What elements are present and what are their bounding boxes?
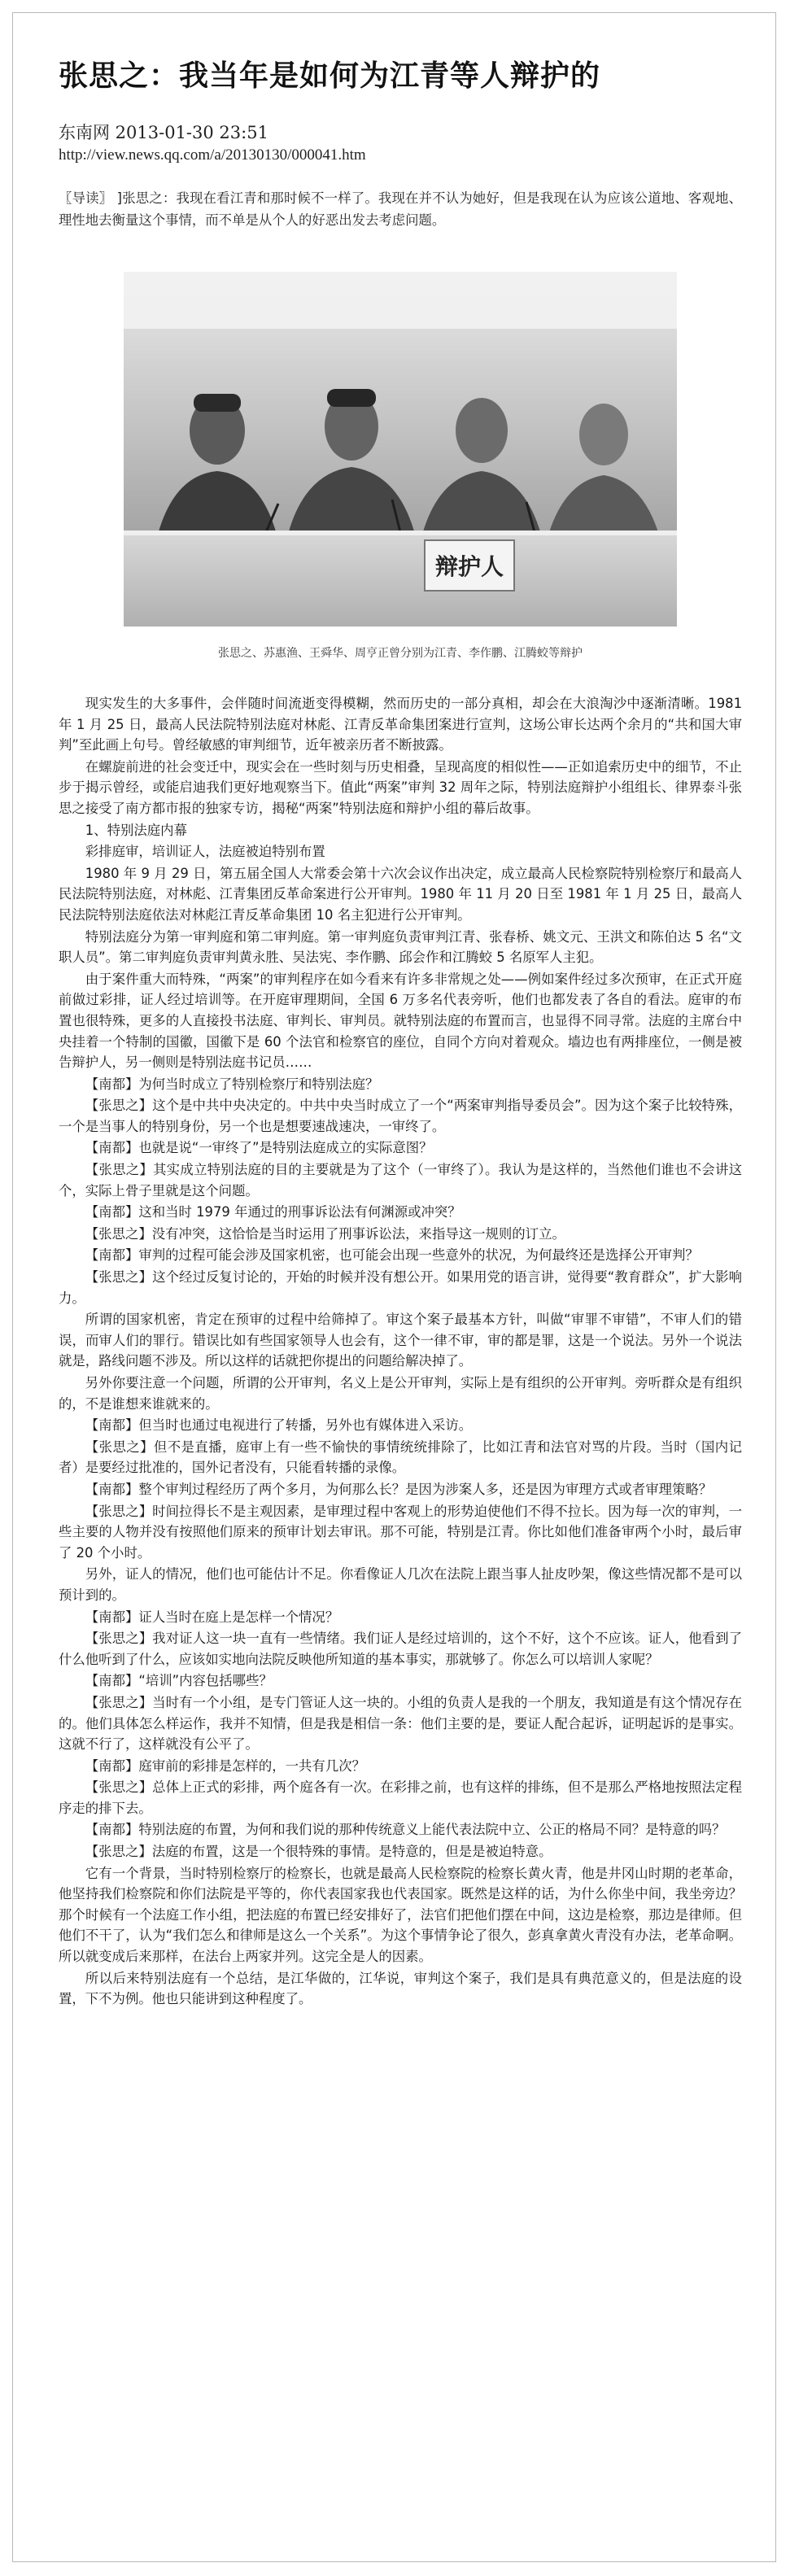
body-paragraph: 在螺旋前进的社会变迁中，现实会在一些时刻与历史相叠，呈现高度的相似性——正如追索历史中的细节，不止步于揭示曾经，或能启迪我们更好地观察当下。值此“两案”审判 32 周年之际，特别法庭辩护小组组长、律界泰斗张思之接受了南方都市报的独家专访，揭秘“两案”特别法庭和辩护小组的幕后故事。 — [59, 758, 742, 816]
body-paragraph: 【南都】也就是说“一审终了”是特别法庭成立的实际意图？ — [85, 1140, 433, 1156]
body-paragraph: 【南都】审判的过程可能会涉及国家机密，也可能会出现一些意外的状况，为何最终还是选择公开审判？ — [85, 1247, 699, 1264]
article-body — [59, 693, 742, 2010]
body-paragraph: 【张思之】没有冲突，这恰恰是当时运用了刑事诉讼法，来指导这一规则的订立。 — [85, 1225, 565, 1242]
photo-sign: 辩护人 — [434, 553, 504, 580]
body-paragraph: 由于案件重大而特殊，“两案”的审判程序在如今看来有许多非常规之处——例如案件经过多次预审，在正式开庭前做过彩排，证人经过培训等。在开庭审理期间，全国 6 万多名代表旁听，他们也都发表了各自的看法。庭审的布置也很特殊，更多的人直接投书法庭、审判长、审判员。就特别法庭的布置而言，也显得不同寻常。法庭的主席台中央挂着一个特制的国徽，国徽下是 60 个法官和检察官的座位，自同个方向对着观众。墙边也有两排座位，一侧是被告辩护人，另一侧则是特别法庭书记员…… — [59, 971, 742, 1071]
body-paragraph: 【南都】为何当时成立了特别检察厅和特别法庭？ — [85, 1076, 379, 1092]
body-paragraph: 特别法庭分为第一审判庭和第二审判庭。第一审判庭负责审判江青、张春桥、姚文元、王洪文和陈伯达 5 名“文职人员”。第二审判庭负责审判黄永胜、吴法宪、李作鹏、邱会作和江腾蛟 5 名原军人主犯。 — [59, 928, 742, 966]
body-paragraph: 【南都】整个审判过程经历了两个多月，为何那么长？是因为涉案人多，还是因为审理方式或者审理策略？ — [85, 1481, 713, 1497]
body-paragraph: 【南都】证人当时在庭上是怎样一个情况？ — [85, 1609, 339, 1625]
source-url[interactable]: http://view.news.qq.com/a/20130130/000041.htm — [59, 146, 366, 164]
body-paragraph: 【南都】“培训”内容包括哪些？ — [85, 1673, 273, 1689]
article-title: 张思之：我当年是如何为江青等人辩护的 — [59, 59, 601, 93]
body-paragraph: 彩排庭审，培训证人，法庭被迫特别布置 — [85, 844, 325, 860]
body-paragraph: 1980 年 9 月 29 日，第五届全国人大常委会第十六次会议作出决定，成立最高人民检察院特别检察厅和最高人民法院特别法庭，对林彪、江青集团反革命案进行公开审判。1980 年 11 月 20 日至 1981 年 1 月 25 日，最高人民法院特别法庭依法对林彪江青反革命集团 10 名主犯进行公开审判。 — [59, 865, 742, 923]
body-paragraph: 所以后来特别法庭有一个总结，是江华做的，江华说，审判这个案子，我们是具有典范意义的，但是法庭的设置，下不为例。他也只能讲到这种程度了。 — [59, 1970, 742, 2007]
article-content — [59, 57, 742, 2010]
body-paragraph: 【南都】这和当时 1979 年通过的刑事诉讼法有何渊源或冲突？ — [85, 1204, 461, 1220]
defense-table-photo — [124, 272, 677, 627]
article-intro: 〖导读〗 ]张思之：我现在看江青和那时候不一样了。我现在并不认为她好，但是我现在认为应该公道地、客观地、理性地去衡量这个事情，而不单是从个人的好恶出发去考虑问题。 — [59, 190, 742, 228]
body-paragraph: 它有一个背景，当时特别检察厅的检察长，也就是最高人民检察院的检察长黄火青，他是井冈山时期的老革命，他坚持我们检察院和你们法院是平等的，你代表国家我也代表国家。既然是这样的话，为什么你坐中间，我坐旁边？那个时候有一个法庭工作小组，把法庭的布置已经安排好了，法官们把他们摆在中间，这边是检察，那边是律师。但他们不干了，认为“我们怎么和律师是这么一个关系”。为这个事情争论了很久，彭真拿黄火青没有办法，老革命啊。所以就变成后来那样，在法台上两家并列。这完全是人的因素。 — [59, 1865, 742, 1965]
body-paragraph: 另外，证人的情况，他们也可能估计不足。你看像证人几次在法院上跟当事人扯皮吵架，像这些情况都不是可以预计到的。 — [59, 1566, 742, 1603]
photo-caption: 张思之、苏惠渔、王舜华、周亨正曾分别为江青、李作鹏、江腾蛟等辩护 — [218, 647, 583, 660]
body-paragraph: 【张思之】这个是中共中央决定的。中共中央当时成立了一个“两案审判指导委员会”。因为这个案子比较特殊，一个是当事人的特别身份，另一个也是想要速战速决，一审终了。 — [59, 1098, 742, 1134]
body-paragraph: 【张思之】时间拉得长不是主观因素，是审理过程中客观上的形势迫使他们不得不拉长。因为每一次的审判，一些主要的人物并没有按照他们原来的预审计划去审讯。那不可能，特别是江青。你比如他们准备审两个小时，最后审了 20 个小时。 — [59, 1503, 742, 1561]
body-paragraph: 【张思之】这个经过反复讨论的，开始的时候并没有想公开。如果用党的语言讲，觉得要“教育群众”，扩大影响力。 — [59, 1269, 742, 1306]
body-paragraph: 【张思之】但不是直播，庭审上有一些不愉快的事情统统排除了，比如江青和法官对骂的片段。当时（国内记者）是要经过批准的，国外记者没有，只能看转播的录像。 — [59, 1439, 742, 1476]
body-paragraph: 【南都】特别法庭的布置，为何和我们说的那种传统意义上能代表法院中立、公正的格局不同？是特意的吗？ — [85, 1822, 726, 1838]
body-paragraph: 【张思之】总体上正式的彩排，两个庭各有一次。在彩排之前，也有这样的排练，但不是那么严格地按照法定程序走的排下去。 — [59, 1779, 742, 1816]
body-paragraph: 【张思之】当时有一个小组，是专门管证人这一块的。小组的负责人是我的一个朋友，我知道是有这个情况存在的。他们具体怎么样运作，我并不知情，但是我是相信一条：他们主要的是，要证人配合起诉，证明起诉的是事实。这就不行了，这样就没有公平了。 — [59, 1694, 742, 1753]
body-paragraph: 【南都】庭审前的彩排是怎样的，一共有几次？ — [85, 1757, 365, 1774]
body-paragraph: 【南都】但当时也通过电视进行了转播，另外也有媒体进入采访。 — [85, 1417, 473, 1434]
body-paragraph: 现实发生的大多事件，会伴随时间流逝变得模糊，然而历史的一部分真相，却会在大浪淘沙中逐渐清晰。1981 年 1 月 25 日，最高人民法院特别法庭对林彪、江青反革命集团案进行宣判，这场公审长达两个余月的“共和国大审判”至此画上句号。曾经敏感的审判细节，近年被亲历者不断披露。 — [59, 696, 742, 753]
article-page — [12, 12, 776, 2562]
body-paragraph: 另外你要注意一个问题，所谓的公开审判，名义上是公开审判，实际上是有组织的公开审判。旁听群众是有组织的，不是谁想来谁就来的。 — [59, 1375, 742, 1412]
body-paragraph: 【张思之】法庭的布置，这是一个很特殊的事情。是特意的，但是是被迫特意。 — [85, 1844, 552, 1860]
body-paragraph: 【张思之】我对证人这一块一直有一些情绪。我们证人是经过培训的，这个不好，这个不应该。证人，他看到了什么他听到了什么，应该如实地向法院反映他所知道的基本事实，那就够了。你怎么可以培训人家呢？ — [59, 1631, 742, 1667]
source-date: 东南网 2013-01-30 23:51 — [59, 123, 268, 142]
body-paragraph: 【张思之】其实成立特别法庭的目的主要就是为了这个（一审终了）。我认为是这样的，当然他们谁也不会讲这个，实际上骨子里就是这个问题。 — [59, 1162, 742, 1198]
body-paragraph: 所谓的国家机密，肯定在预审的过程中给筛掉了。审这个案子最基本方针，叫做“审罪不审错”，不审人们的错误，而审人们的罪行。错误比如有些国家领导人也会有，这个一律不审，审的都是罪，这是一个说法。另外一个说法就是，路线问题不涉及。所以这样的话就把你提出的问题给解决掉了。 — [59, 1312, 742, 1369]
body-paragraph: 1、特别法庭内幕 — [85, 822, 187, 838]
